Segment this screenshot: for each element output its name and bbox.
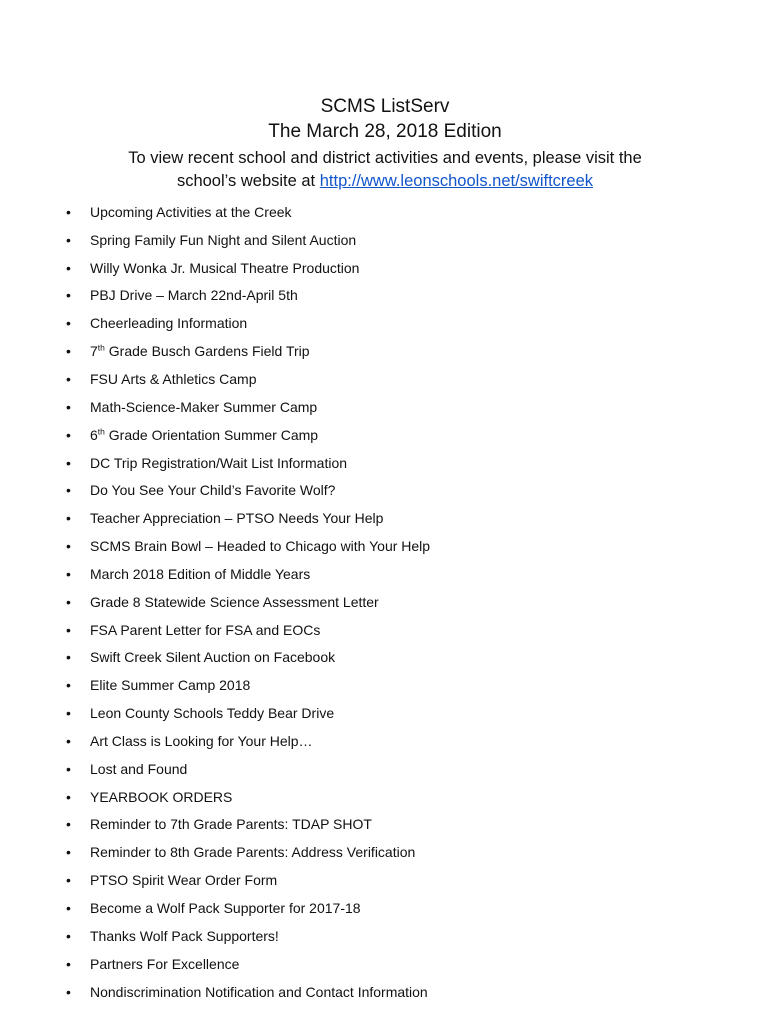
- list-item: [66, 226, 746, 254]
- bullet-icon: •: [66, 621, 71, 638]
- list-item-label: SCMS Brain Bowl – Headed to Chicago with Your Help: [90, 538, 431, 555]
- bullet-icon: •: [66, 370, 71, 387]
- bullet-icon: •: [66, 482, 71, 499]
- list-item-text: [90, 566, 310, 582]
- list-item-label: March 2018 Edition of Middle Years: [90, 565, 311, 582]
- list-item-text: [90, 204, 292, 220]
- list-item-text: [90, 315, 247, 331]
- list-item-label: Spring Family Fun Night and Silent Auction: [90, 231, 357, 248]
- list-item-label: Partners For Excellence: [90, 955, 240, 972]
- list-item-label: Swift Creek Silent Auction on Facebook: [90, 649, 336, 666]
- bullet-icon: •: [66, 760, 71, 777]
- list-item-label: DC Trip Registration/Wait List Information: [90, 454, 348, 471]
- bullet-icon: •: [66, 649, 71, 666]
- list-item: [66, 560, 746, 588]
- list-item: [66, 309, 746, 337]
- intro-line-2-text: school’s website at: [176, 172, 316, 190]
- list-item-text: [90, 677, 250, 693]
- list-item-text: [90, 844, 415, 860]
- list-item-text: [90, 900, 361, 916]
- list-item-text: [90, 761, 187, 777]
- document-title: SCMS ListServ: [320, 96, 450, 117]
- list-item-ordinal: 7: [90, 343, 98, 360]
- list-item-text: [90, 260, 359, 276]
- list-item-label: PBJ Drive – March 22nd-April 5th: [90, 287, 298, 304]
- list-item-label: Nondiscrimination Notification and Contact Information: [90, 983, 428, 1000]
- list-item-label: FSU Arts & Athletics Camp: [90, 370, 257, 387]
- list-item-label: Do You See Your Child’s Favorite Wolf?: [90, 482, 336, 499]
- list-item-text: [90, 733, 313, 749]
- list-item-ordinal-suffix: th: [97, 342, 105, 353]
- list-item: [66, 393, 746, 421]
- list-item-text: [90, 789, 232, 805]
- list-item-text: [90, 343, 310, 359]
- list-item-label: Elite Summer Camp 2018: [90, 677, 251, 694]
- list-item: [66, 365, 746, 393]
- bullet-icon: •: [66, 231, 71, 248]
- list-item-text: [90, 399, 317, 415]
- intro-line-1: To view recent school and district activities and events, please visit the: [128, 149, 642, 167]
- edition-date: The March 28, 2018 Edition: [268, 121, 502, 142]
- bullet-icon: •: [66, 593, 71, 610]
- school-website-link[interactable]: http://www.leonschools.net/swiftcreek: [319, 172, 594, 190]
- list-item-text: [90, 928, 279, 944]
- list-item: [66, 699, 746, 727]
- list-item-label: Leon County Schools Teddy Bear Drive: [90, 705, 335, 722]
- bullet-icon: •: [66, 927, 71, 944]
- list-item: [66, 644, 746, 672]
- list-item: [66, 337, 746, 365]
- list-item-label: Math-Science-Maker Summer Camp: [90, 398, 318, 415]
- bullet-icon: •: [66, 705, 71, 722]
- list-item-label: Cheerleading Information: [90, 315, 248, 332]
- list-item-text: [90, 538, 430, 554]
- list-item-text: [90, 816, 372, 832]
- list-item-text: [90, 984, 428, 1000]
- bullet-icon: •: [66, 426, 71, 443]
- list-item: [66, 476, 746, 504]
- list-item: [66, 421, 746, 449]
- list-item-text: [90, 287, 298, 303]
- list-item-label: Reminder to 7th Grade Parents: TDAP SHOT: [90, 816, 372, 833]
- list-item: [66, 198, 746, 226]
- list-item: [66, 504, 746, 532]
- bullet-icon: •: [66, 398, 71, 415]
- list-item-label: Lost and Found: [90, 760, 188, 777]
- bullet-icon: •: [66, 788, 71, 805]
- bullet-icon: •: [66, 538, 71, 555]
- bullet-icon: •: [66, 816, 71, 833]
- list-item-label: Upcoming Activities at the Creek: [90, 203, 292, 220]
- list-item-text: [90, 622, 320, 638]
- bullet-icon: •: [66, 677, 71, 694]
- list-item: [66, 671, 746, 699]
- list-item: [66, 922, 746, 950]
- bullet-icon: •: [66, 454, 71, 471]
- list-item-label: Willy Wonka Jr. Musical Theatre Production: [90, 259, 360, 276]
- list-item-text: [90, 872, 277, 888]
- bullet-icon: •: [66, 315, 71, 332]
- list-item-label: Thanks Wolf Pack Supporters!: [90, 927, 279, 944]
- list-item: [66, 282, 746, 310]
- topic-list: [66, 198, 746, 1005]
- list-item-text: [90, 427, 318, 443]
- list-item-label: Reminder to 8th Grade Parents: Address Verification: [90, 844, 416, 861]
- bullet-icon: •: [66, 872, 71, 889]
- list-item-label: Art Class is Looking for Your Help…: [90, 732, 313, 749]
- bullet-icon: •: [66, 900, 71, 917]
- list-item: [66, 616, 746, 644]
- list-item: [66, 727, 746, 755]
- list-item-text: [90, 232, 356, 248]
- list-item: [66, 783, 746, 811]
- intro-line-2: [0, 170, 770, 193]
- bullet-icon: •: [66, 287, 71, 304]
- list-item: [66, 449, 746, 477]
- intro-text: [0, 147, 770, 193]
- list-item-text: [90, 956, 239, 972]
- bullet-icon: •: [66, 259, 71, 276]
- list-item: [66, 254, 746, 282]
- bullet-icon: •: [66, 343, 71, 360]
- bullet-icon: •: [66, 955, 71, 972]
- list-item-text: [90, 482, 335, 498]
- list-item-label: Grade 8 Statewide Science Assessment Letter: [90, 593, 379, 610]
- list-item: [66, 755, 746, 783]
- list-item: [66, 894, 746, 922]
- list-item: [66, 588, 746, 616]
- list-item-label: Teacher Appreciation – PTSO Needs Your Help: [90, 510, 384, 527]
- list-item-text: [90, 649, 335, 665]
- list-item-label: FSA Parent Letter for FSA and EOCs: [90, 621, 321, 638]
- bullet-icon: •: [66, 203, 71, 220]
- list-item: [66, 811, 746, 839]
- list-item-text: [90, 455, 347, 471]
- list-item-text: [90, 510, 383, 526]
- list-item-text: [90, 371, 257, 387]
- list-item-ordinal: 6: [90, 426, 98, 443]
- list-item-text: [90, 594, 379, 610]
- list-item-label: Grade Busch Gardens Field Trip: [104, 343, 310, 360]
- list-item: [66, 866, 746, 894]
- bullet-icon: •: [66, 565, 71, 582]
- bullet-icon: •: [66, 844, 71, 861]
- list-item: [66, 532, 746, 560]
- document-header: [0, 94, 770, 193]
- list-item: [66, 978, 746, 1006]
- list-item-ordinal-suffix: th: [97, 426, 105, 437]
- list-item-label: YEARBOOK ORDERS: [90, 788, 233, 805]
- list-item-label: PTSO Spirit Wear Order Form: [90, 872, 278, 889]
- bullet-icon: •: [66, 983, 71, 1000]
- list-item: [66, 950, 746, 978]
- list-item: [66, 838, 746, 866]
- list-item-label: Become a Wolf Pack Supporter for 2017-18: [90, 900, 361, 917]
- list-item-text: [90, 705, 334, 721]
- bullet-icon: •: [66, 732, 71, 749]
- bullet-icon: •: [66, 510, 71, 527]
- list-item-label: Grade Orientation Summer Camp: [104, 426, 319, 443]
